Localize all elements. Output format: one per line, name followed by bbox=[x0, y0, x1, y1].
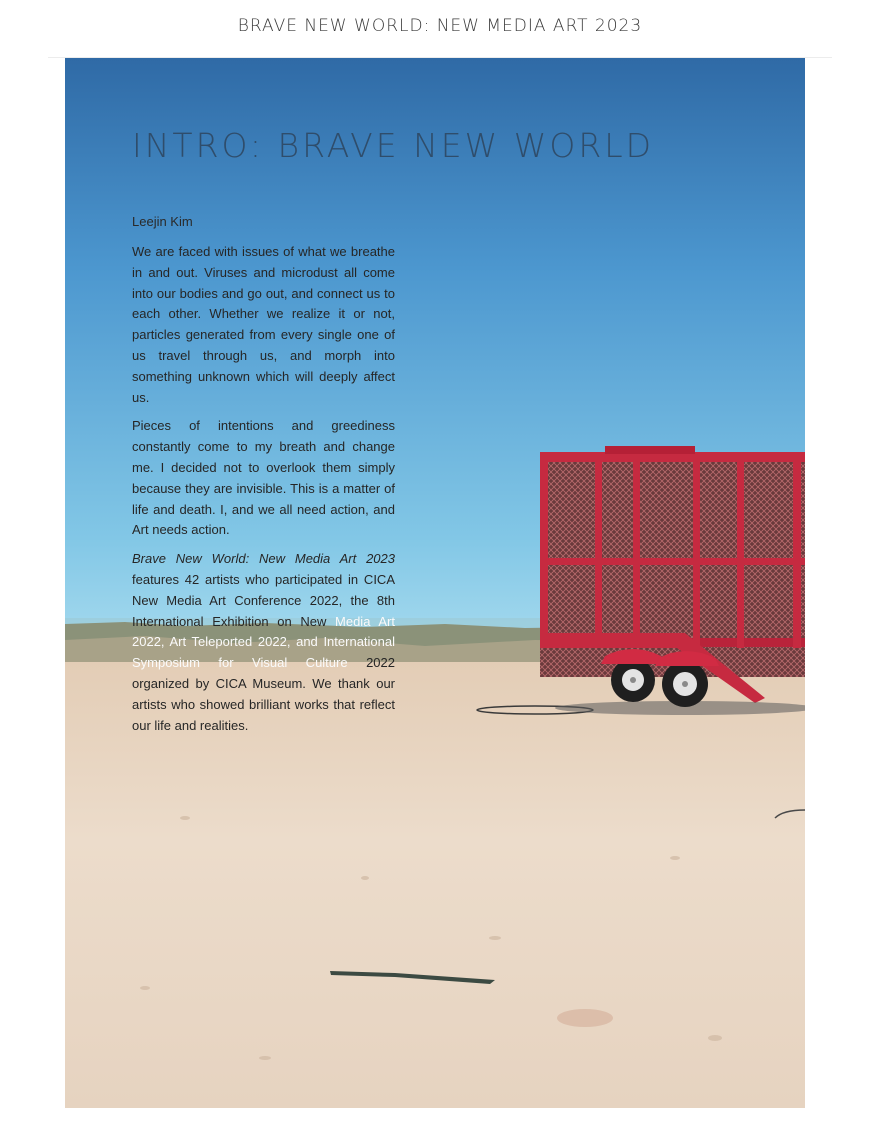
paragraph-3 bbox=[132, 549, 395, 736]
site-title: BRAVE NEW WORLD: NEW MEDIA ART 2023 bbox=[237, 16, 643, 36]
site-header bbox=[48, 0, 832, 58]
paragraph-1: We are faced with issues of what we breathe in and out. Viruses and microdust all come into our bodies and go out, and connect us to each other. Whether we realize it or not, particles generated from every single one of us travel through us, and morph into something unknown which will deeply affect us. bbox=[132, 244, 395, 405]
author-name: Leejin Kim bbox=[132, 214, 193, 229]
paragraph-3-part-c: 2022 organized by CICA Museum. We thank our artists who showed brilliant works that reflect our life and realities. bbox=[132, 655, 395, 733]
intro-body bbox=[132, 242, 395, 744]
paragraph-3-part-b: Media Art 2022, Art Teleported 2022, and International Symposium for Visual Culture bbox=[132, 613, 395, 671]
paragraph-3-part-a: features 42 artists who participated in CICA New Media Art Conference 2022, the 8th International Exhibition on New bbox=[132, 571, 395, 629]
intro-heading: INTRO: BRAVE NEW WORLD bbox=[132, 126, 655, 165]
catalog-page bbox=[65, 58, 805, 1108]
paragraph-2: Pieces of intentions and greediness constantly come to my breath and change me. I decided not to overlook them simply because they are invisible. This is a matter of life and death. I, and we all need action, and Art needs action. bbox=[132, 418, 395, 538]
exhibition-title: Brave New World: New Media Art 2023 bbox=[132, 551, 395, 567]
